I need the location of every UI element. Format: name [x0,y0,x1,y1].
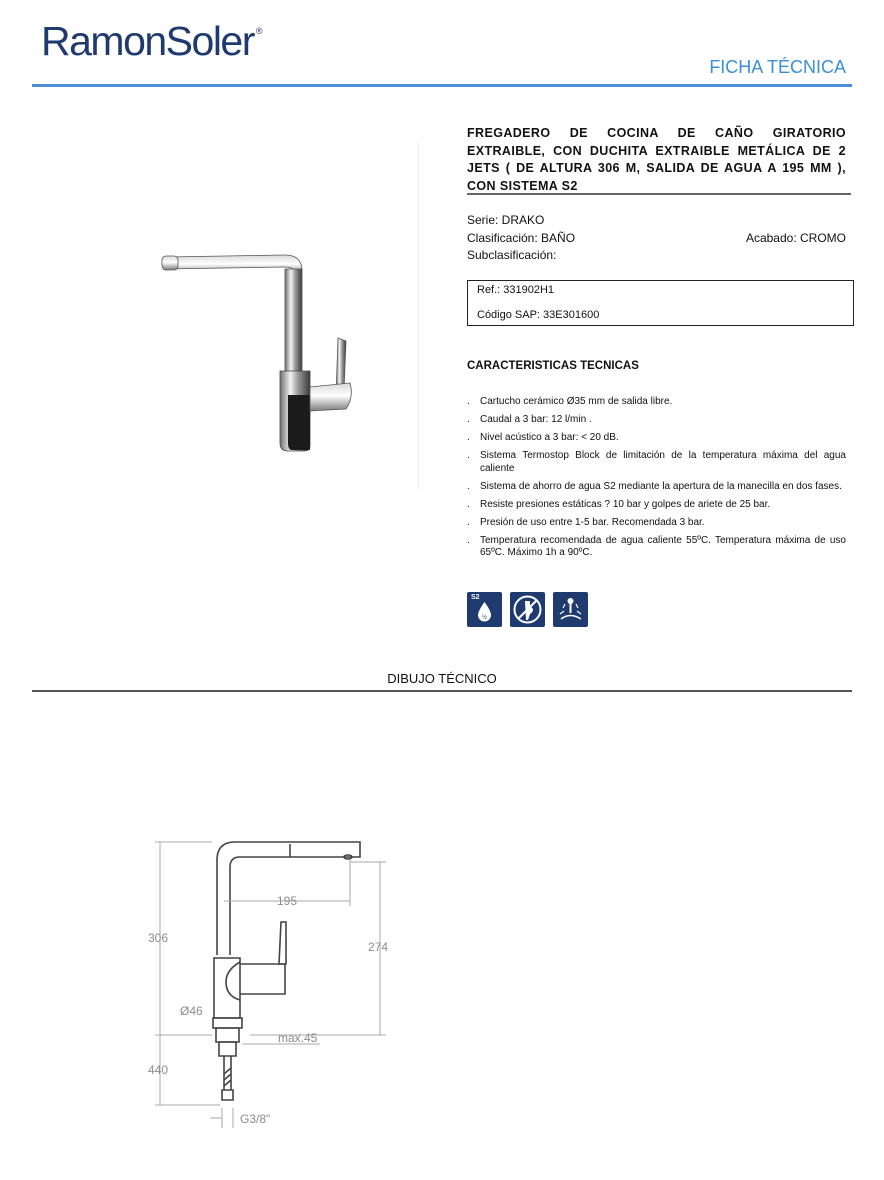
s2-water-saving-icon [467,592,502,627]
dim-outlet-label: 274 [368,940,389,954]
dim-spout-label: 195 [277,894,298,908]
feature-item [467,396,846,409]
feature-text: Nivel acústico a 3 bar: < 20 dB. [480,432,619,443]
feature-text: Temperatura recomendada de agua caliente 55ºC. Temperatura máxima de uso 65ºC. Máximo 1h a 90ºC. [480,534,846,558]
features-list [467,396,846,565]
bullet: . [467,432,470,443]
registered-mark: ® [255,26,263,36]
clasificacion-label: Clasificación: BAÑO [467,231,576,245]
bullet: . [467,516,470,528]
reference-box [467,280,854,326]
doc-type-label: FICHA TÉCNICA [709,57,846,77]
technical-drawing [140,830,410,1130]
serie-label: Serie: DRAKO [467,213,545,227]
acabado-label: Acabado: CROMO [745,231,846,245]
svg-text:½: ½ [481,615,488,621]
feature-text: Sistema de ahorro de agua S2 mediante la apertura de la manecilla en dos fases. [480,480,842,492]
drawing-title: DIBUJO TÉCNICO [387,671,497,686]
feature-text: Caudal a 3 bar: 12 l/min . [480,414,592,425]
feature-item [467,535,846,560]
brand-logo [41,18,263,65]
dim-height-label: 306 [148,931,169,945]
bullet: . [467,480,470,492]
feature-text: Resiste presiones estáticas ? 10 bar y golpes de ariete de 25 bar. [480,498,771,510]
feature-item [467,499,846,512]
feature-item [467,450,846,475]
drawing-divider [32,690,852,692]
dim-thread-label: G3/8" [240,1112,271,1126]
bullet: . [467,396,470,407]
ref-label: Ref.: 331902H1 [477,284,555,296]
feature-text: Presión de uso entre 1-5 bar. Recomendada 3 bar. [480,516,705,528]
subclasificacion-label: Subclasificación: [467,248,557,262]
feature-item [467,481,846,494]
dim-diameter-label: Ø46 [180,1004,203,1018]
header-divider [32,84,852,87]
feature-item [467,432,846,445]
product-title: FREGADERO DE COCINA DE CAÑO GIRATORIO EXTRAIBLE, CON DUCHITA EXTRAIBLE METÁLICA DE 2 JETS ( DE ALTURA 306 M, SALIDA DE AGUA A 195 MM ), CON SISTEMA S2 [467,126,846,193]
bullet: . [467,498,470,510]
feature-item [467,414,846,427]
bullet: . [467,450,470,461]
pull-out-shower-icon [553,592,588,627]
title-divider [467,193,851,195]
feature-item [467,517,846,530]
feature-text: Cartucho cerámico Ø35 mm de salida libre. [480,396,673,407]
features-title: CARACTERISTICAS TECNICAS [467,360,639,372]
feature-text: Sistema Termostop Block de limitación de la temperatura máxima del agua caliente [480,450,846,474]
brand-name: RamonSoler [41,18,254,64]
bullet: . [467,414,470,425]
product-photo [150,245,360,460]
feature-badges [467,592,588,627]
dim-hose-label: 440 [148,1063,169,1077]
sap-code-label: Código SAP: 33E301600 [477,309,600,321]
dim-max-label: max.45 [278,1031,318,1045]
badge-label: S2 [471,594,480,601]
bullet: . [467,534,470,546]
column-divider [418,140,419,490]
no-calc-icon [510,592,545,627]
